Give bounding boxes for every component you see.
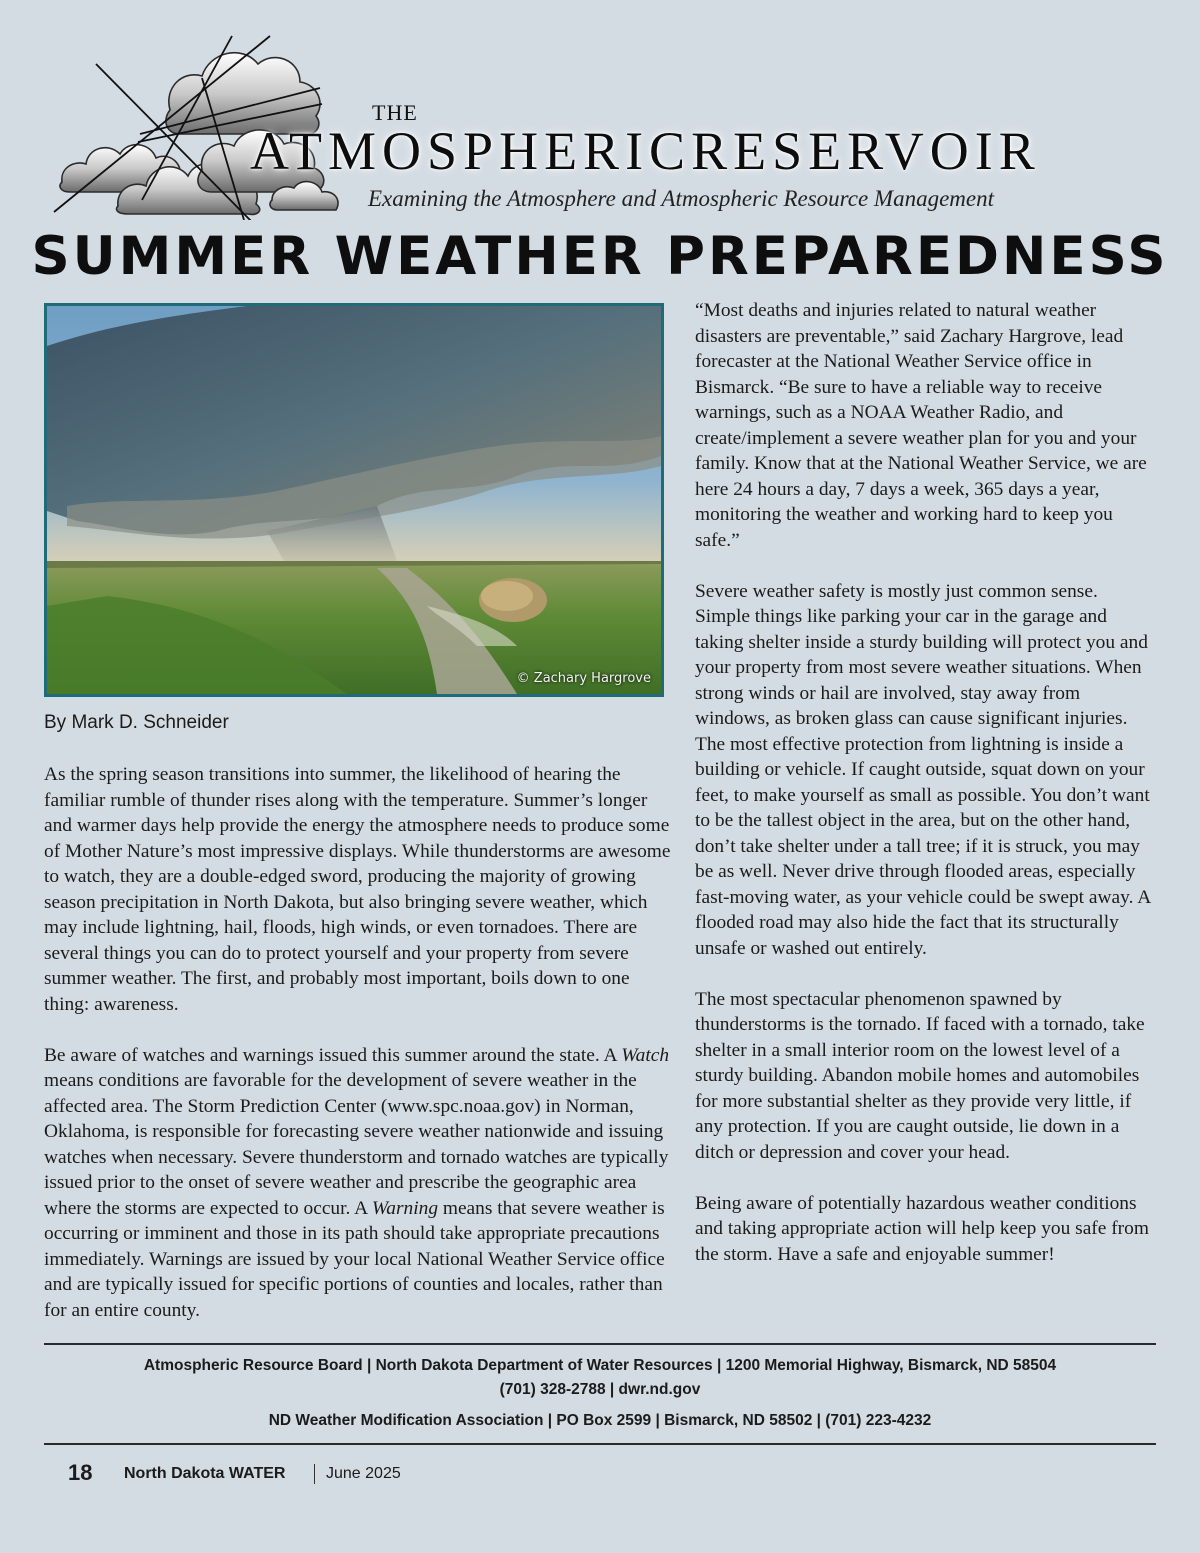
footer-ndwma-contact: ND Weather Modification Association | PO Box 2599 | Bismarck, ND 58502 | (701) 223-4232	[268, 1412, 932, 1429]
page-number: 18	[68, 1460, 93, 1485]
storm-photo	[44, 303, 664, 697]
byline: By Mark D. Schneider	[44, 712, 229, 733]
footer-arb-address: Atmospheric Resource Board | North Dakota Department of Water Resources | 1200 Memorial Highway, Bismarck, ND 58504	[143, 1357, 1057, 1374]
photo-credit: © Zachary Hargrove	[516, 671, 651, 686]
footer-separator	[314, 1464, 315, 1484]
paragraph: Severe weather safety is mostly just common sense. Simple things like parking your car in the garage and taking shelter inside a sturdy building will protect you and your property from most severe weather situations. When strong winds or hail are involved, stay away from windows, as broken glass can cause significant injuries. The most effective protection from lightning is inside a building or vehicle. If caught outside, squat down on your feet, to make yourself as small as possible. You don’t want to be the tallest object in the area, but on the other hand, don’t take shelter under a tall tree; if it is struck, you may be as well. Never drive through flooded areas, especially fast-moving water, as your vehicle could be swept away. A flooded road may also hide the fact that its structurally unsafe or washed out entirely.	[695, 580, 1151, 959]
text-run: Be aware of watches and warnings issued this summer around the state. A	[44, 1044, 622, 1066]
footer-rule-bottom	[44, 1443, 1156, 1445]
paragraph	[44, 1043, 674, 1324]
masthead-subtitle: Examining the Atmosphere and Atmospheric Resource Management	[368, 186, 994, 211]
issue-date: June 2025	[326, 1465, 401, 1482]
paragraph: The most spectacular phenomenon spawned by thunderstorms is the tornado. If faced with a tornado, take shelter in a small interior room on the lowest level of a sturdy building. Abandon mobile homes and automobiles for more substantial shelter as they provide very little, if any protection. If you are caught outside, lie down in a ditch or depression and cover your head.	[695, 988, 1145, 1163]
footer-rule-top	[44, 1343, 1156, 1345]
paragraph: Being aware of potentially hazardous weather conditions and taking appropriate action will help keep you safe from the storm. Have a safe and enjoyable summer!	[695, 1192, 1149, 1265]
footer-arb-contact: (701) 328-2788 | dwr.nd.gov	[499, 1381, 701, 1398]
masthead-the: THE	[372, 100, 418, 125]
text-run: means conditions are favorable for the development of severe weather in the affected area. The Storm Prediction Center (www.spc.noaa.gov) in Norman, Oklahoma, is responsible for forecasting severe weather nationwide and issuing watches when necessary. Severe thunderstorm and tornado watches are typically issued prior to the onset of severe weather and prescribe the geographic area where the storms are expected to occur. A	[44, 1070, 669, 1219]
masthead-title: ATMOSPHERICRESERVOIR	[250, 121, 1041, 181]
watch-term: Watch	[621, 1044, 670, 1066]
text-run: means that severe weather is occurring or imminent and those in its path should take appropriate precautions immediately. Warnings are issued by your local National Weather Service office and are typically issued for specific portions of counties and locales, rather than for an entire county.	[44, 1197, 665, 1321]
paragraph: As the spring season transitions into summer, the likelihood of hearing the familiar rumble of thunder rises along with the temperature. Summer’s longer and warmer days help provide the energy the atmosphere needs to produce some of Mother Nature’s most impressive displays. While thunderstorms are awesome to watch, they are a double-edged sword, producing the majority of growing season precipitation in North Dakota, but also bringing severe weather, which may include lightning, hail, floods, high winds, or even tornadoes. There are several things you can do to protect yourself and your property from severe summer weather. The first, and probably most important, boils down to one thing: awareness.	[44, 764, 671, 1015]
paragraph: “Most deaths and injuries related to natural weather disasters are preventable,” said Zachary Hargrove, lead forecaster at the National Weather Service office in Bismarck. “Be sure to have a reliable way to receive warnings, such as a NOAA Weather Radio, and create/implement a severe weather plan for you and your family. Know that at the National Weather Service, we are here 24 hours a day, 7 days a week, 365 days a year, monitoring the weather and working hard to keep you safe.”	[695, 300, 1147, 551]
article-headline: SUMMER WEATHER PREPAREDNESS	[31, 226, 1169, 287]
right-column	[695, 298, 1157, 1293]
left-column	[44, 762, 674, 1349]
warning-term: Warning	[371, 1197, 439, 1219]
publication-name: North Dakota WATER	[124, 1465, 286, 1482]
